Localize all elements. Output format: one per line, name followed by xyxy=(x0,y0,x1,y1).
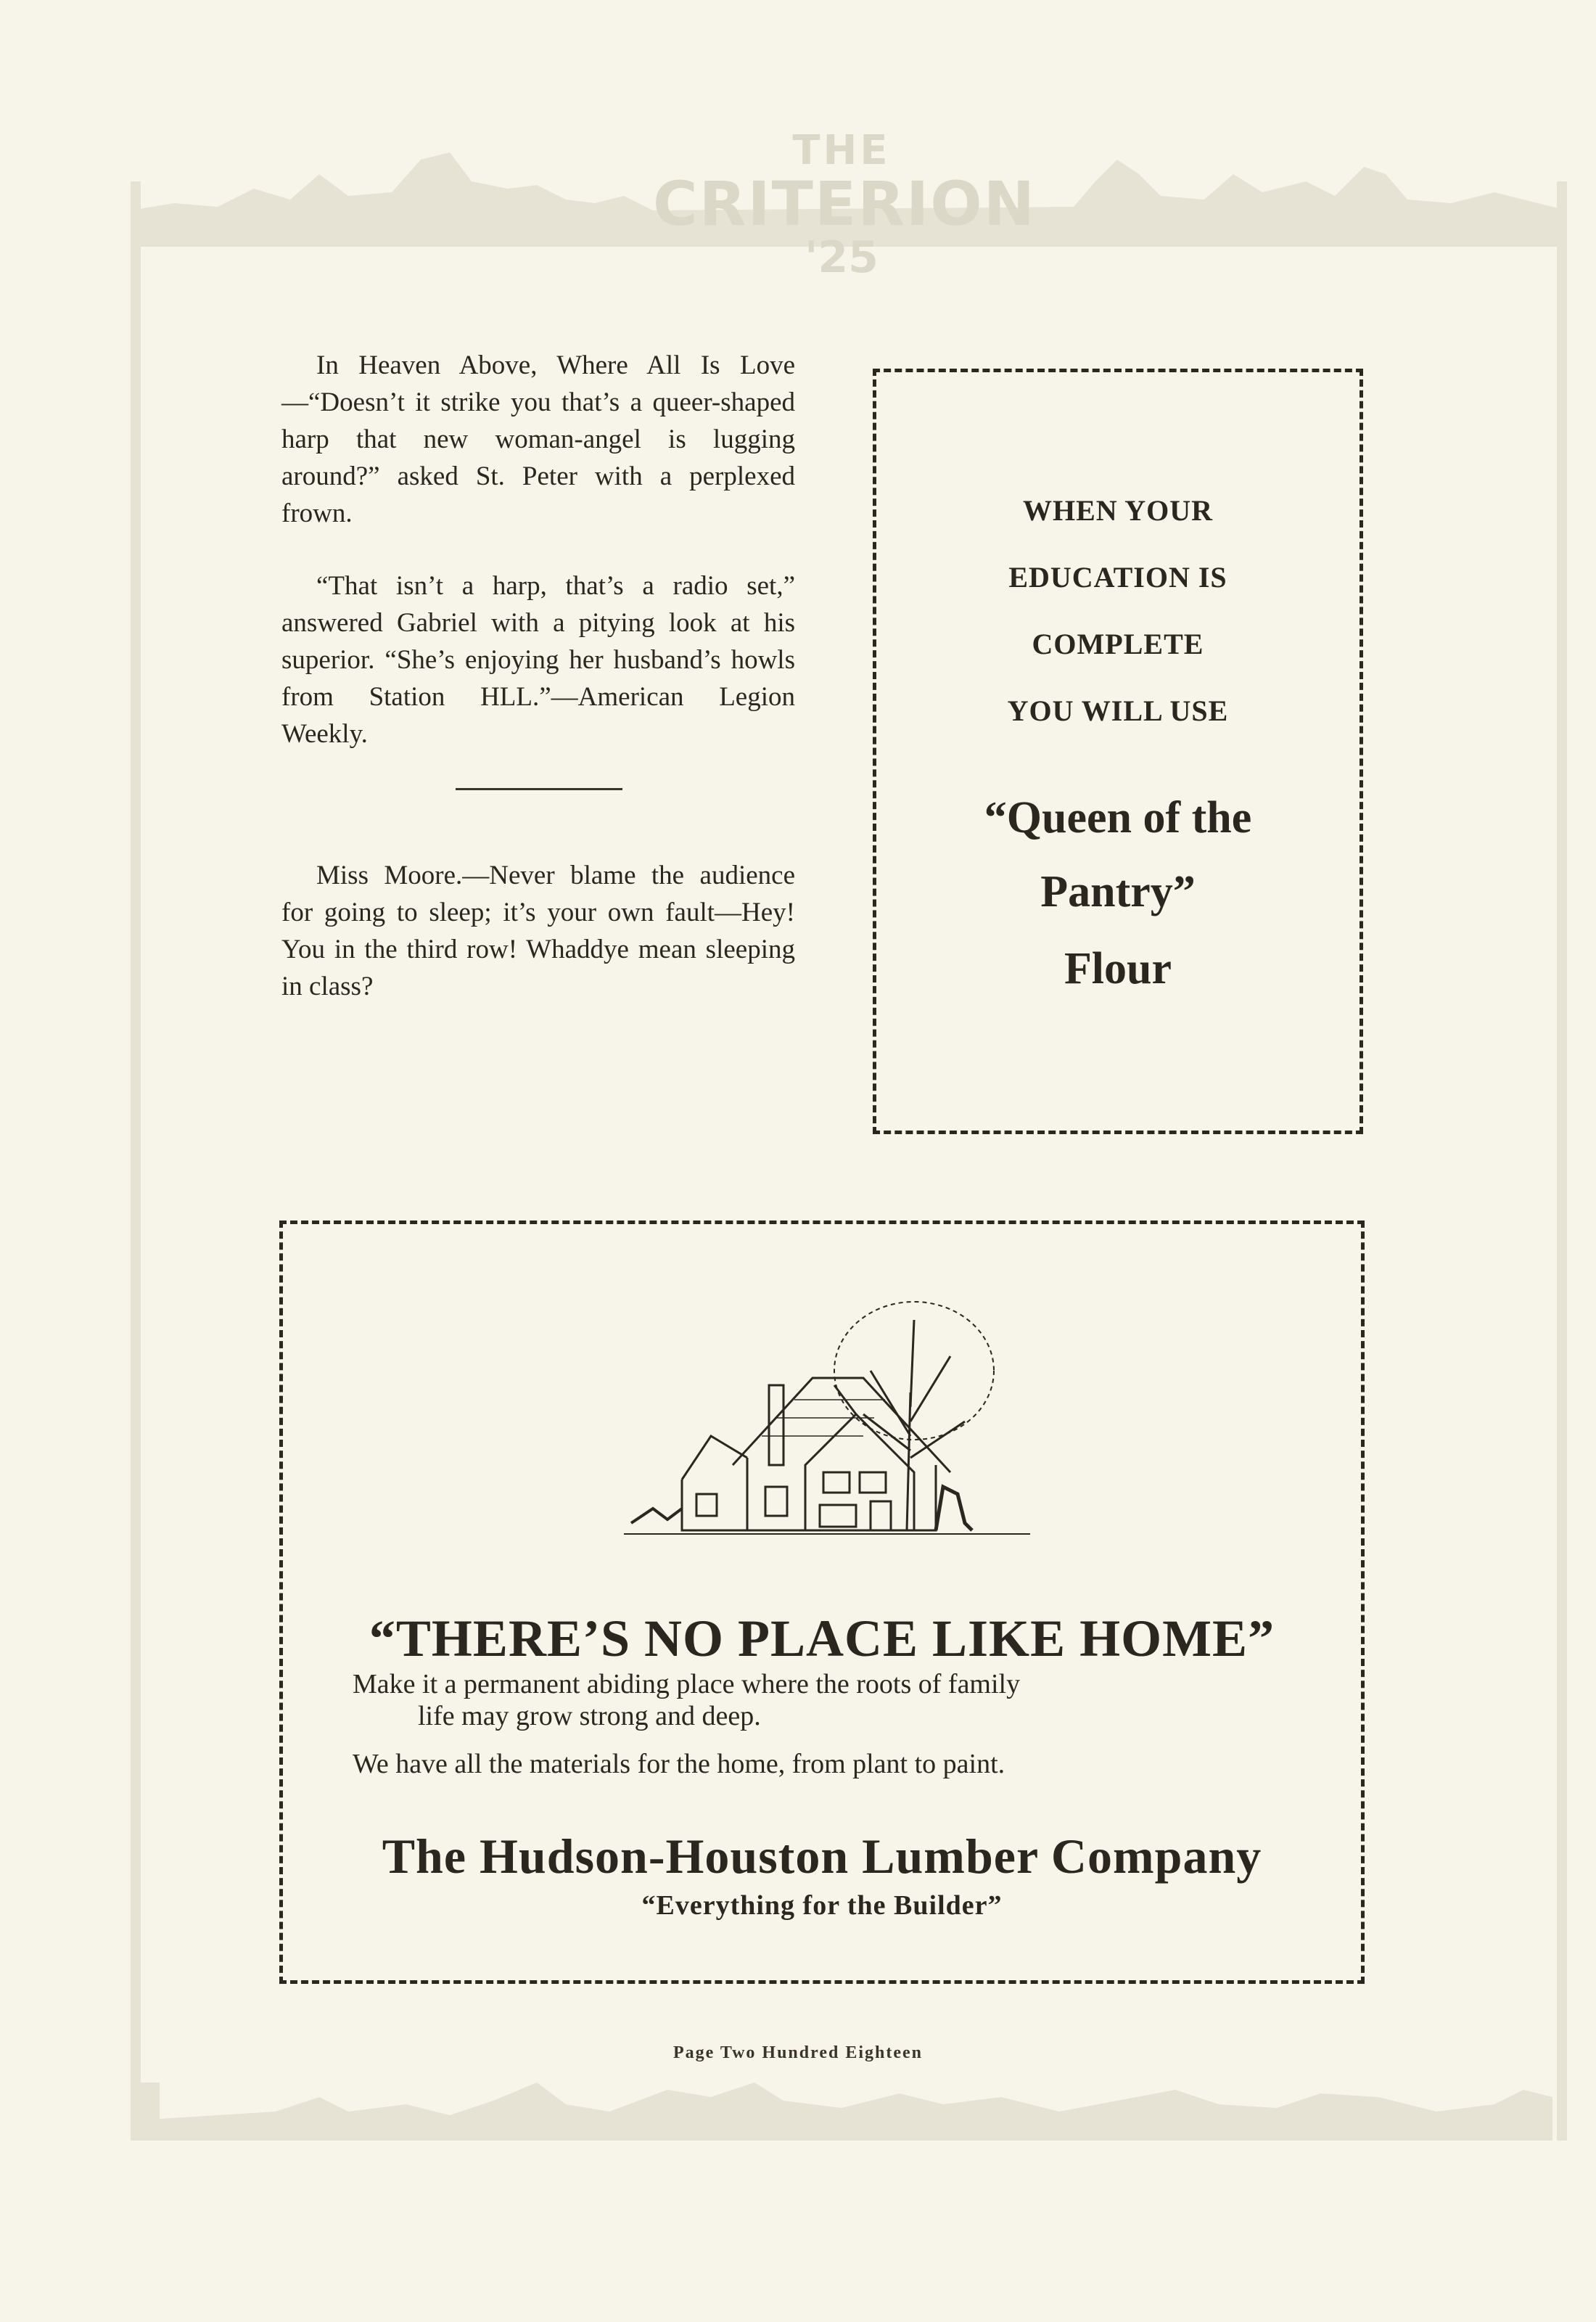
house-illustration xyxy=(624,1291,1030,1581)
company-slogan: “Everything for the Builder” xyxy=(641,1890,1003,1921)
lumber-advertisement xyxy=(279,1221,1365,1984)
ad-headline: “THERE’S NO PLACE LIKE HOME” xyxy=(369,1609,1275,1667)
page-number: Page Two Hundred Eighteen xyxy=(672,2043,924,2062)
ad-line: YOU WILL USE xyxy=(1007,694,1229,727)
section-divider xyxy=(456,788,622,790)
joke-paragraph: In Heaven Above, Where All Is Love—“Doesn’t it strike you that’s a queer-shaped harp that new woman-angel is lugging around?” asked St. Peter with a perplexed frown. xyxy=(281,350,795,528)
masthead-logo xyxy=(653,127,1036,283)
joke-paragraph: “That isn’t a harp, that’s a radio set,” answered Gabriel with a pitying look at his superior. “She’s enjoying her husband’s howls from Station HLL.”—American Legion Weekly. xyxy=(281,571,795,749)
skyline-ornament-bottom xyxy=(131,2054,1552,2162)
company-name: The Hudson-Houston Lumber Company xyxy=(382,1829,1262,1884)
flour-brand-name: “Queen of the Pantry” xyxy=(984,793,1252,916)
ad-body-line: We have all the materials for the home, from plant to paint. xyxy=(353,1749,1005,1779)
ad-line: COMPLETE xyxy=(1032,628,1204,660)
flour-advertisement xyxy=(873,369,1363,1134)
masthead-the: THE xyxy=(792,127,891,174)
ad-body-line: Make it a permanent abiding place where the roots of family xyxy=(353,1669,1021,1699)
masthead-year: '25 xyxy=(805,232,879,283)
ad-body-text xyxy=(353,1668,1296,1732)
ad-line: EDUCATION IS xyxy=(1008,561,1227,594)
ad-body-line: life may grow strong and deep. xyxy=(418,1701,761,1731)
joke-paragraph: Miss Moore.—Never blame the audience for going to sleep; it’s your own fault—Hey! You in the third row! Whaddye mean sleeping in class? xyxy=(281,861,795,1001)
jokes-column xyxy=(281,347,795,1005)
masthead-title: CRITERION xyxy=(653,168,1036,239)
ad-line: WHEN YOUR xyxy=(1023,494,1213,527)
flour-product: Flour xyxy=(1064,944,1172,993)
